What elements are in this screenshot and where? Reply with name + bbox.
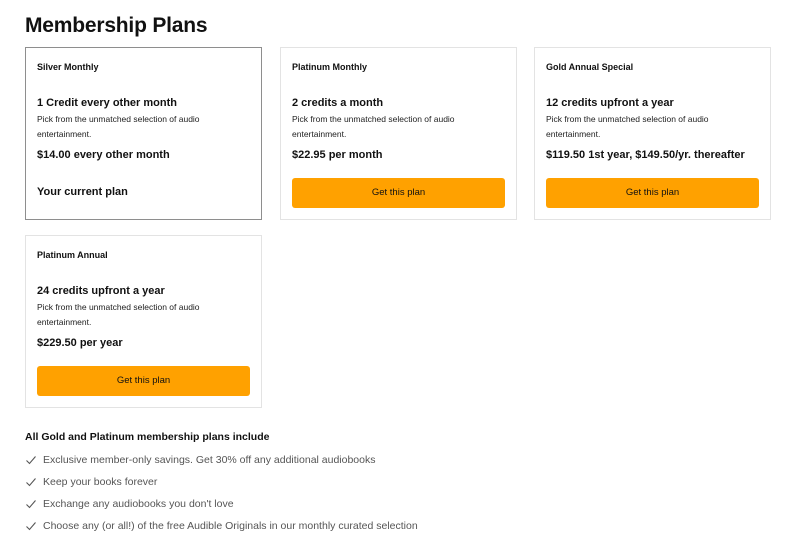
plan-card-gold-annual-special xyxy=(534,47,771,220)
plan-price: $229.50 per year xyxy=(37,337,123,349)
check-icon xyxy=(25,520,37,532)
plan-description: Pick from the unmatched selection of audio entertainment. xyxy=(37,114,200,139)
plan-credits: 1 Credit every other month xyxy=(37,97,177,109)
includes-title: All Gold and Platinum membership plans include xyxy=(25,431,270,443)
current-plan-label: Your current plan xyxy=(37,186,128,198)
benefit-text: Keep your books forever xyxy=(43,476,158,488)
plan-card-platinum-annual xyxy=(25,235,262,408)
plan-name: Gold Annual Special xyxy=(546,62,634,72)
plan-price: $22.95 per month xyxy=(292,149,383,161)
plan-description: Pick from the unmatched selection of audio entertainment. xyxy=(37,302,200,327)
check-icon xyxy=(25,454,37,466)
check-icon xyxy=(25,498,37,510)
plan-name: Silver Monthly xyxy=(37,62,99,72)
get-this-plan-button[interactable]: Get this plan xyxy=(292,178,505,208)
plan-card-platinum-monthly xyxy=(280,47,517,220)
plan-credits: 24 credits upfront a year xyxy=(37,285,165,297)
check-icon xyxy=(25,476,37,488)
benefit-text: Exchange any audiobooks you don't love xyxy=(43,498,234,510)
benefit-item xyxy=(25,452,376,468)
benefit-item xyxy=(25,518,418,534)
plan-description: Pick from the unmatched selection of audio entertainment. xyxy=(292,114,455,139)
plan-name: Platinum Annual xyxy=(37,250,108,260)
benefit-text: Exclusive member-only savings. Get 30% off any additional audiobooks xyxy=(43,454,376,466)
plan-credits: 2 credits a month xyxy=(292,97,384,109)
plan-description: Pick from the unmatched selection of audio entertainment. xyxy=(546,114,709,139)
plan-name: Platinum Monthly xyxy=(292,62,367,72)
benefit-item xyxy=(25,474,157,490)
get-this-plan-button[interactable]: Get this plan xyxy=(37,366,250,396)
plan-credits: 12 credits upfront a year xyxy=(546,97,674,109)
get-this-plan-button[interactable]: Get this plan xyxy=(546,178,759,208)
plan-price: $14.00 every other month xyxy=(37,149,170,161)
benefit-text: Choose any (or all!) of the free Audible Originals in our monthly curated selection xyxy=(43,520,418,532)
benefit-item xyxy=(25,496,234,512)
plan-card-silver-monthly xyxy=(25,47,262,220)
plan-price: $119.50 1st year, $149.50/yr. thereafter xyxy=(546,149,745,161)
page-title: Membership Plans xyxy=(25,14,208,37)
